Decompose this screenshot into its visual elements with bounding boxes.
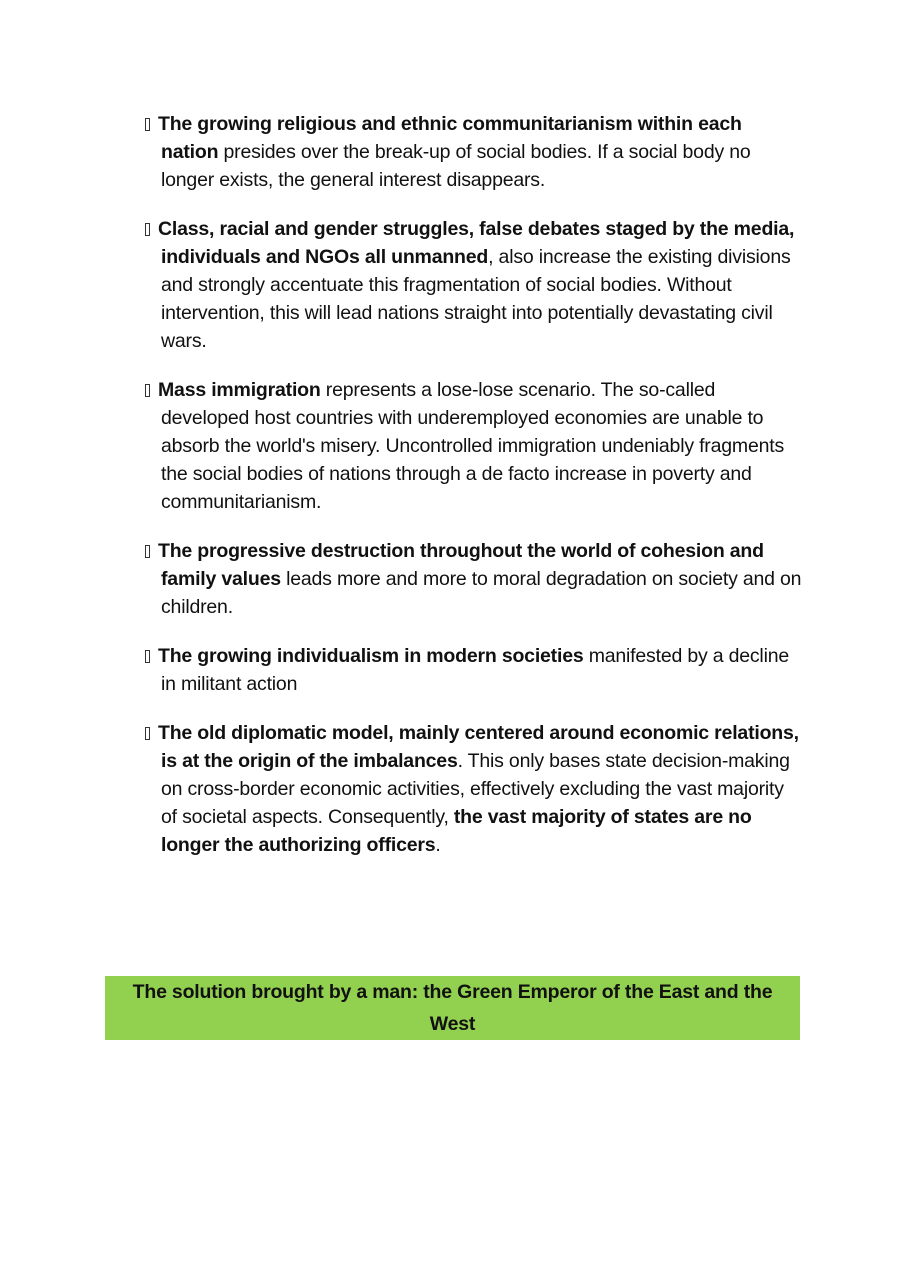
missing-glyph-bullet-icon: [145, 118, 150, 131]
bullet-bold-text: The growing religious and ethnic communitarianism within each nation: [158, 113, 742, 163]
bullet-body-text: leads more and more to moral degradation on society and on children.: [161, 568, 802, 618]
bullet-bold-text: The old diplomatic model, mainly centered around economic relations, is at the origin of the imbalances: [158, 722, 799, 772]
bullet-body-text: represents a lose-lose scenario. The so-called developed host countries with underemployed economies are unable to absorb the world's misery. Uncontrolled immigration undeniably fragments the social bodies of nations through a de facto increase in poverty and communitarianism.: [161, 379, 784, 513]
list-item: [132, 215, 802, 355]
list-item: [132, 110, 802, 194]
section-heading-banner: [105, 976, 800, 1040]
bullet-bold-text: Class, racial and gender struggles, false debates staged by the media, individuals and NGOs all unmanned: [158, 218, 795, 268]
missing-glyph-bullet-icon: [145, 223, 150, 236]
bullet-list: [132, 110, 802, 880]
bullet-body-text: . This only bases state decision-making on cross-border economic activities, effectively excluding the vast majority of societal aspects. Consequently,: [161, 750, 790, 828]
bullet-bold-text: Mass immigration: [158, 379, 321, 401]
bullet-bold-text: The progressive destruction throughout the world of cohesion and family values: [158, 540, 764, 590]
missing-glyph-bullet-icon: [145, 384, 150, 397]
bullet-body-text: manifested by a decline in militant action: [161, 645, 789, 695]
bullet-bold-text-secondary: the vast majority of states are no longer the authorizing officers: [161, 806, 752, 856]
bullet-body-text-end: .: [435, 834, 441, 856]
missing-glyph-bullet-icon: [145, 727, 150, 740]
list-item: [132, 376, 802, 516]
bullet-body-text: , also increase the existing divisions and strongly accentuate this fragmentation of social bodies. Without intervention, this will lead nations straight into potentially devastating civil wars.: [161, 246, 791, 352]
list-item: [132, 719, 802, 859]
list-item: [132, 642, 802, 698]
missing-glyph-bullet-icon: [145, 650, 150, 663]
section-heading: The solution brought by a man: the Green Emperor of the East and the West: [132, 981, 773, 1035]
missing-glyph-bullet-icon: [145, 545, 150, 558]
bullet-body-text: presides over the break-up of social bodies. If a social body no longer exists, the general interest disappears.: [161, 141, 751, 191]
bullet-bold-text: The growing individualism in modern societies: [158, 645, 584, 667]
list-item: [132, 537, 802, 621]
